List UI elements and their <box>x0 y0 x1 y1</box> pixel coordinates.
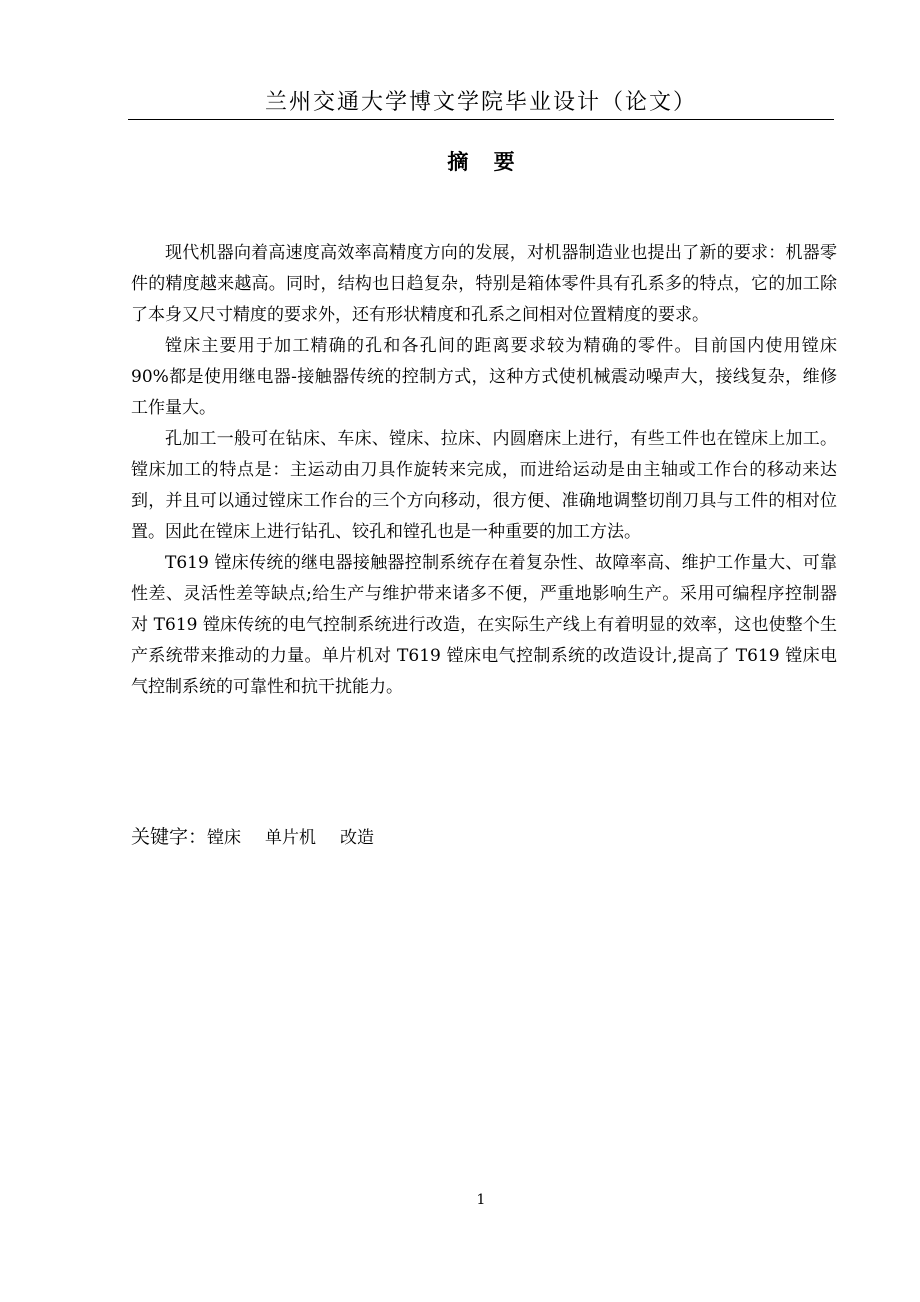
keywords-line <box>131 822 398 853</box>
keyword-item: 单片机 <box>265 828 317 848</box>
keyword-item: 改造 <box>340 828 375 848</box>
abstract-paragraph-4: T619 镗床传统的继电器接触器控制系统存在着复杂性、故障率高、维护工作量大、可靠性差、灵活性差等缺点;给生产与维护带来诸多不便，严重地影响生产。采用可编程序控制器 对 T619 镗床传统的电气控制系统进行改造，在实际生产线上有着明显的效率，这也使整个生产系统带来推动的力量。单片机对 T619 镗床电气控制系统的改造设计,提高了 T619 镗床电气控制系统的可靠性和抗干扰能力。 <box>131 553 837 697</box>
running-header: 兰州交通大学博文学院毕业设计（论文） <box>264 90 697 115</box>
page-number: 1 <box>476 1192 486 1208</box>
header-rule <box>128 119 834 120</box>
abstract-heading: 摘 要 <box>447 150 515 174</box>
abstract-body <box>131 238 837 703</box>
keywords-label: 关键字： <box>131 826 208 848</box>
keyword-item: 镗床 <box>207 828 242 848</box>
abstract-paragraph-2: 镗床主要用于加工精确的孔和各孔间的距离要求较为精确的零件。目前国内使用镗床 90%都是使用继电器-接触器传统的控制方式，这种方式使机械震动噪声大，接线复杂，维修工作量大。 <box>131 336 837 418</box>
abstract-paragraph-1: 现代机器向着高速度高效率高精度方向的发展，对机器制造业也提出了新的要求：机器零件的精度越来越高。同时，结构也日趋复杂，特别是箱体零件具有孔系多的特点，它的加工除了本身又尺寸精度的要求外，还有形状精度和孔系之间相对位置精度的要求。 <box>131 243 837 325</box>
abstract-paragraph-3: 孔加工一般可在钻床、车床、镗床、拉床、内圆磨床上进行，有些工件也在镗床上加工。镗床加工的特点是：主运动由刀具作旋转来完成，而进给运动是由主轴或工作台的移动来达到，并且可以通过镗床工作台的三个方向移动，很方便、准确地调整切削刀具与工件的相对位置。因此在镗床上进行钻孔、铰孔和镗孔也是一种重要的加工方法。 <box>131 429 837 542</box>
